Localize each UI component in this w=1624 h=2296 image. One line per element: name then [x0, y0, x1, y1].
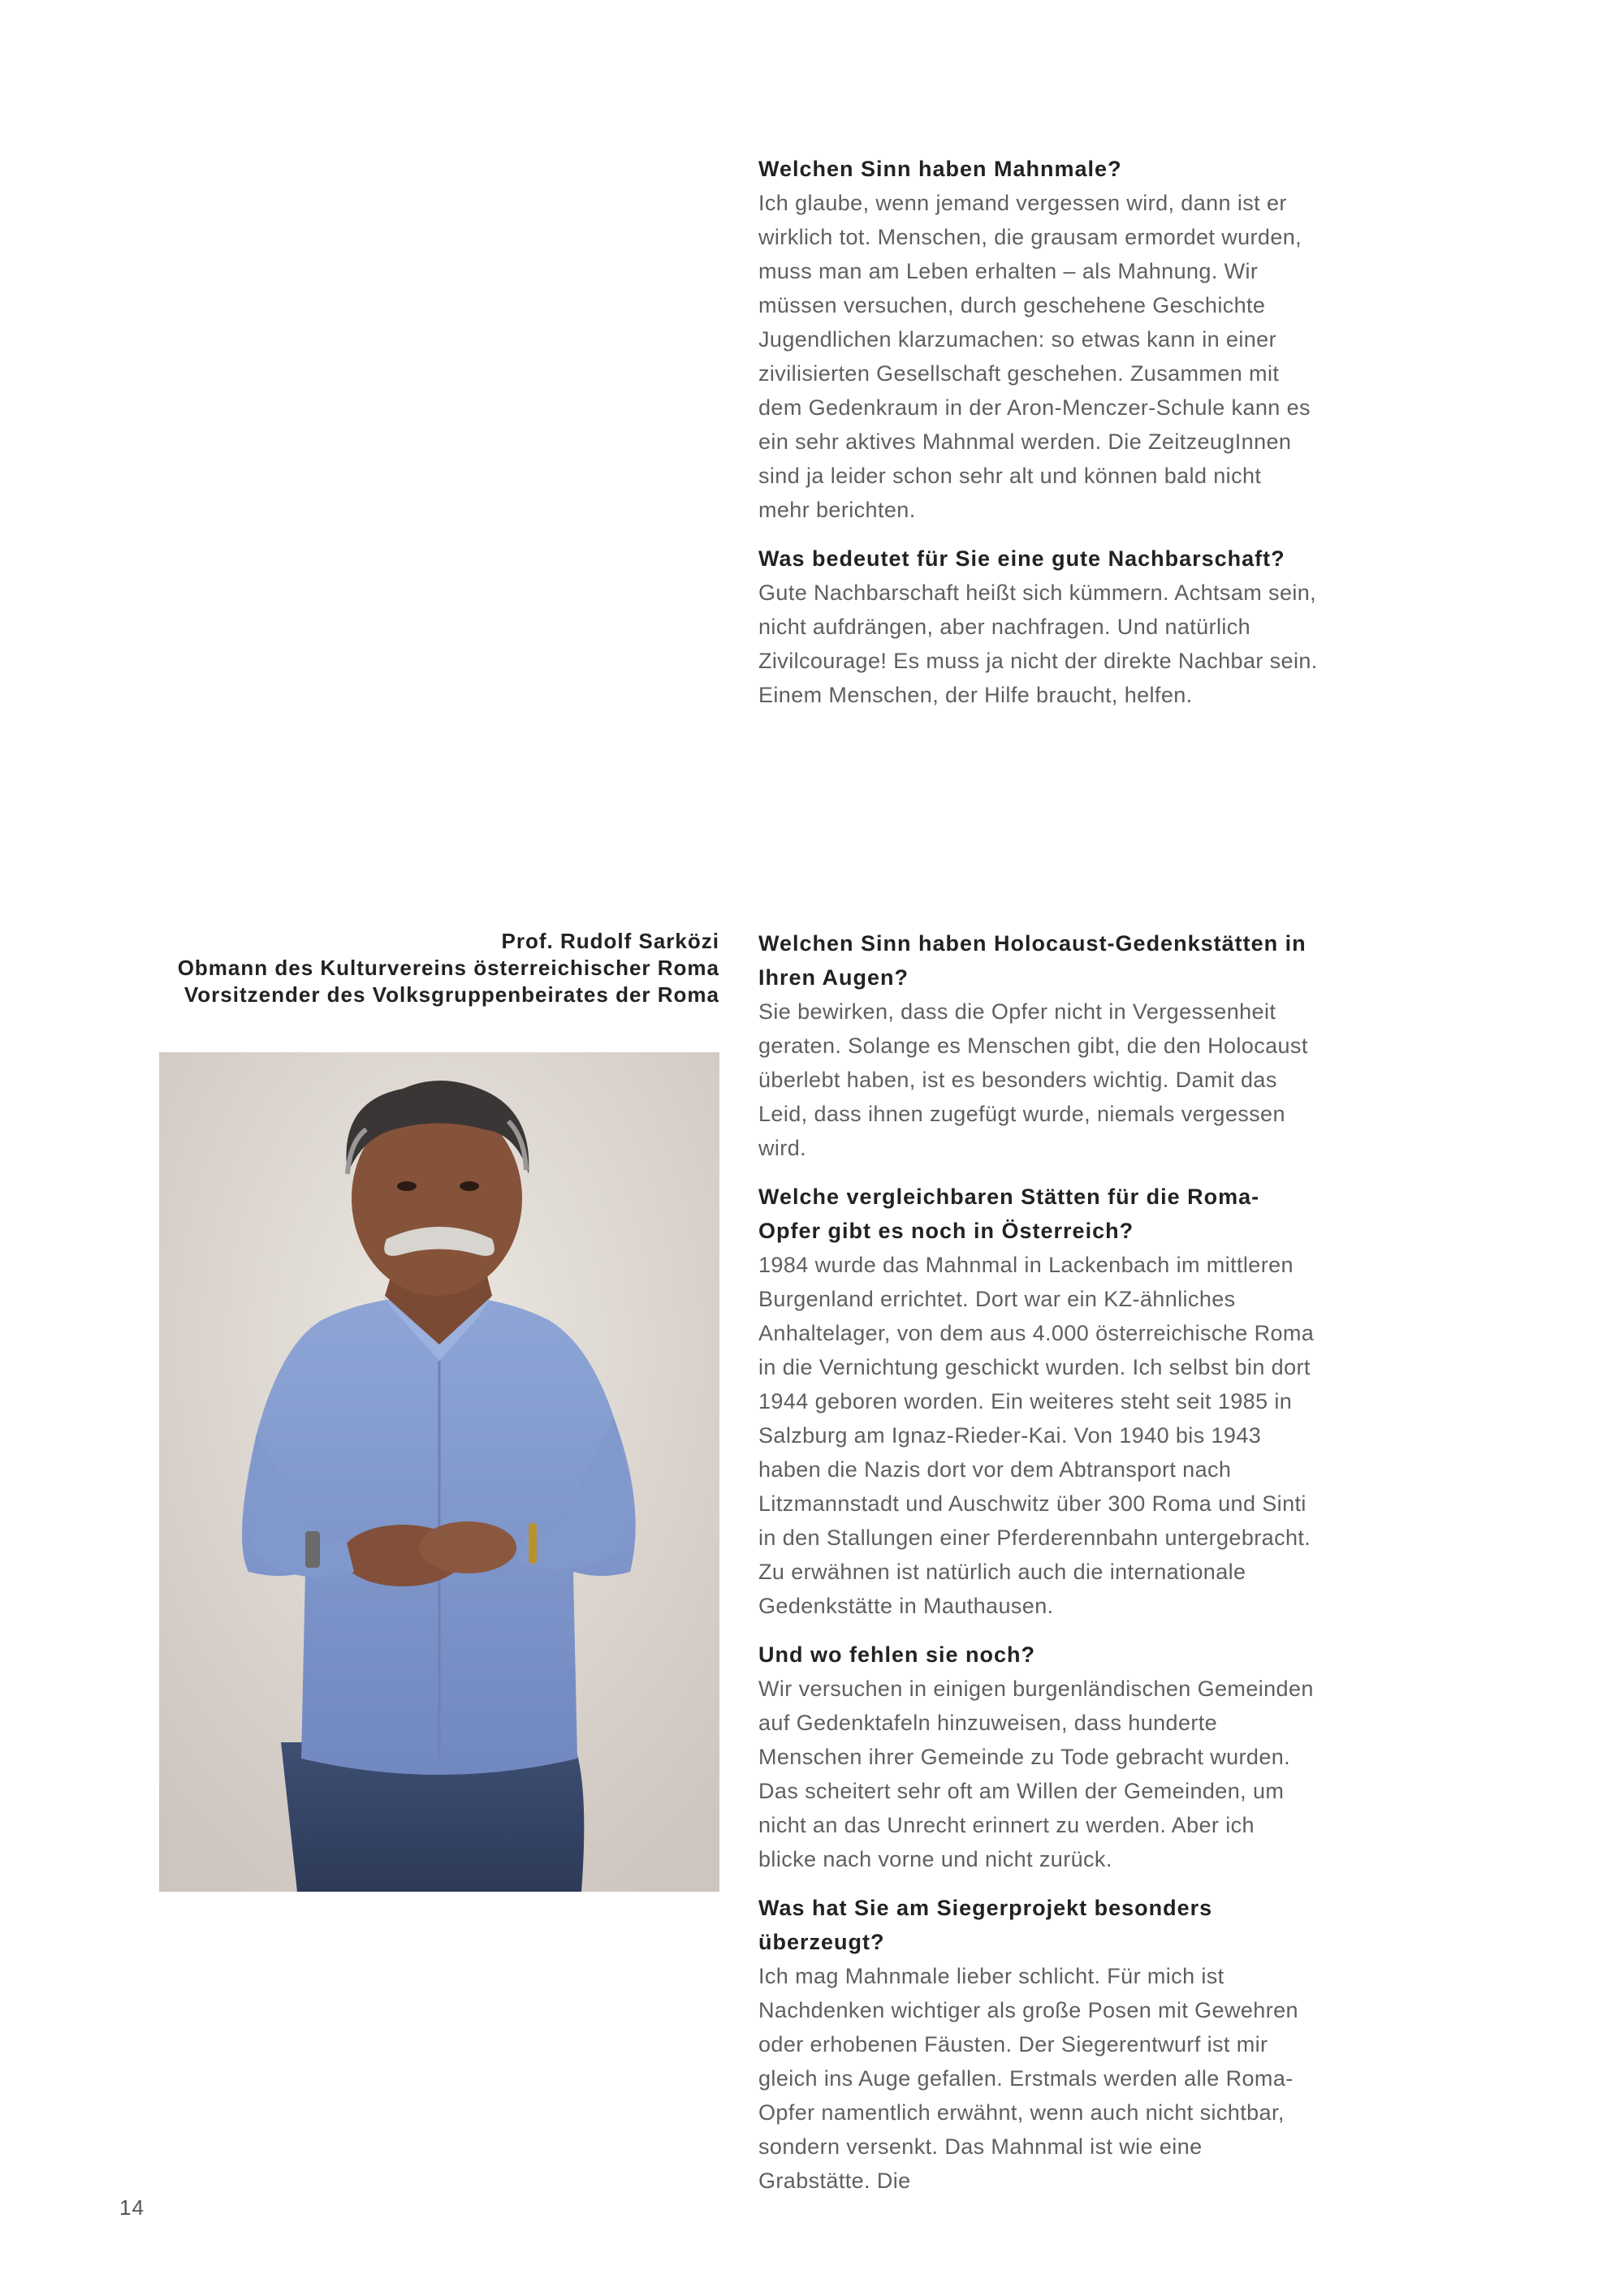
caption-role-2: Vorsitzender des Volksgruppenbeirates der Roma	[184, 982, 719, 1007]
question: Und wo fehlen sie noch?	[758, 1642, 1036, 1667]
interview-column-top	[758, 152, 1319, 727]
interview-column-bottom	[758, 926, 1319, 2212]
caption-role-1: Obmann des Kulturvereins österreichischer Roma	[177, 956, 719, 980]
qa-block	[758, 1638, 1319, 1876]
answer: Ich mag Mahnmale lieber schlicht. Für mich ist Nachdenken wichtiger als große Posen mit Gewehren oder erhobenen Fäusten. Der Siegerentwurf ist mir gleich ins Auge gefallen. Erstmals werden alle Roma-Opfer namentlich erwähnt, wenn auch nicht sichtbar, sondern versenkt. Das Mahnmal ist wie eine Grabstätte. Die	[758, 1964, 1298, 2193]
answer: 1984 wurde das Mahnmal in Lackenbach im mittleren Burgenland errichtet. Dort war ein KZ-ähnliches Anhaltelager, von dem aus 4.000 österreichische Roma in die Vernichtung geschickt wurden. Ich selbst bin dort 1944 geboren worden. Ein weiteres steht seit 1985 in Salzburg am Ignaz-Rieder-Kai. Von 1940 bis 1943 haben die Nazis dort vor dem Abtransport nach Litzmannstadt und Auschwitz über 300 Roma und Sinti in den Stallungen einer Pferderennbahn untergebracht. Zu erwähnen ist natürlich auch die internationale Gedenkstätte in Mauthausen.	[758, 1253, 1315, 1618]
question: Welchen Sinn haben Mahnmale?	[758, 157, 1122, 181]
answer: Gute Nachbarschaft heißt sich kümmern. Achtsam sein, nicht aufdrängen, aber nachfragen. Und natürlich Zivilcourage! Es muss ja nicht der direkte Nachbar sein. Einem Menschen, der Hilfe braucht, helfen.	[758, 580, 1318, 707]
portrait-caption	[159, 928, 719, 1008]
page-number: 14	[119, 2195, 145, 2220]
portrait-photo	[159, 1052, 719, 1892]
question: Was hat Sie am Siegerprojekt besonders überzeugt?	[758, 1896, 1213, 1954]
qa-block	[758, 1180, 1319, 1623]
qa-block	[758, 926, 1319, 1165]
qa-block	[758, 1891, 1319, 2198]
question: Was bedeutet für Sie eine gute Nachbarschaft?	[758, 546, 1285, 571]
answer: Wir versuchen in einigen burgenländischen Gemeinden auf Gedenktafeln hinzuweisen, dass hunderte Menschen ihrer Gemeinde zu Tode gebracht wurden. Das scheitert sehr oft am Willen der Gemeinden, um nicht an das Unrecht erinnert zu werden. Aber ich blicke nach vorne und nicht zurück.	[758, 1677, 1314, 1871]
qa-block	[758, 152, 1319, 527]
question: Welche vergleichbaren Stätten für die Roma-Opfer gibt es noch in Österreich?	[758, 1185, 1260, 1243]
caption-name: Prof. Rudolf Sarközi	[501, 929, 719, 953]
answer: Sie bewirken, dass die Opfer nicht in Vergessenheit geraten. Solange es Menschen gibt, die den Holocaust überlebt haben, ist es besonders wichtig. Damit das Leid, dass ihnen zugefügt wurde, niemals vergessen wird.	[758, 999, 1308, 1160]
answer: Ich glaube, wenn jemand vergessen wird, dann ist er wirklich tot. Menschen, die grausam ermordet wurden, muss man am Leben erhalten – als Mahnung. Wir müssen versuchen, durch geschehene Geschichte Jugendlichen klarzumachen: so etwas kann in einer zivilisierten Gesellschaft geschehen. Zusammen mit dem Gedenkraum in der Aron-Menczer-Schule kann es ein sehr aktives Mahnmal werden. Die ZeitzeugInnen sind ja leider schon sehr alt und können bald nicht mehr berichten.	[758, 191, 1311, 522]
question: Welchen Sinn haben Holocaust-Gedenkstätten in Ihren Augen?	[758, 931, 1307, 990]
qa-block	[758, 542, 1319, 712]
